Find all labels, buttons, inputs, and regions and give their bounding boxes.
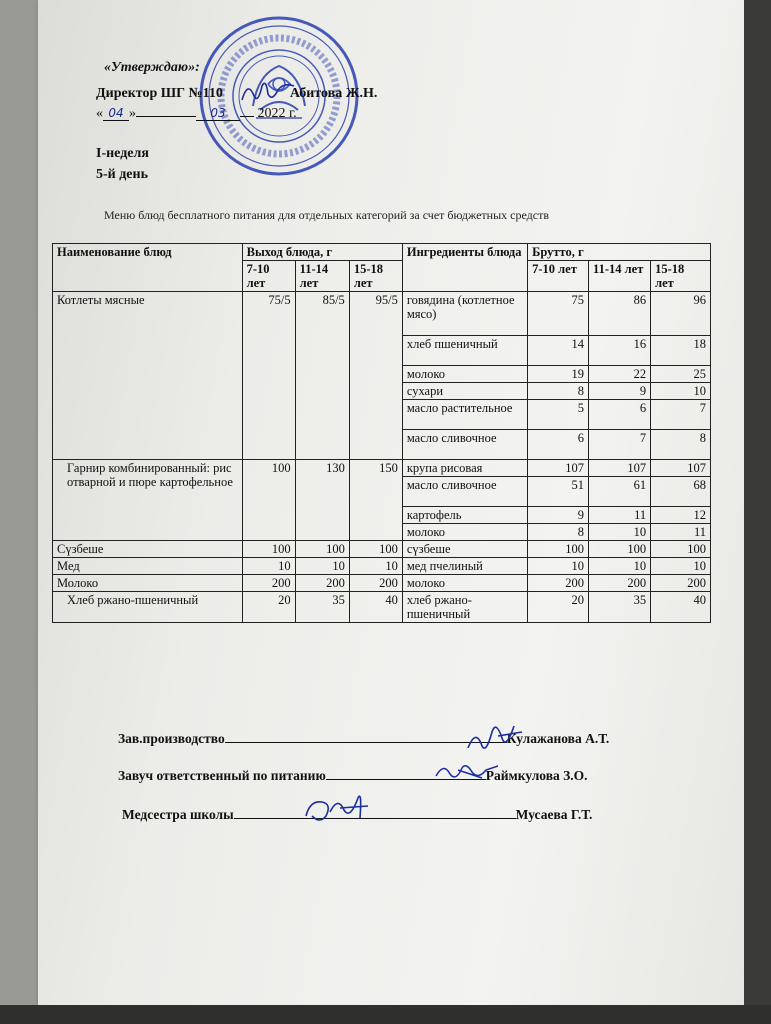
ingredient-cell: молоко [402,524,527,541]
yield-cell: 20 [242,592,295,623]
yield-cell: 75/5 [242,292,295,460]
dish-name-cell: Сүзбеше [53,541,243,558]
yield-cell: 85/5 [295,292,349,460]
school-nurse-name: Мусаева Г.Т. [515,807,593,822]
gross-weight-cell: 10 [528,558,589,575]
gross-weight-cell: 5 [528,400,589,430]
gross-weight-cell: 107 [528,460,589,477]
nutrition-manager-signature [432,758,502,784]
dish-name-cell: Мед [53,558,243,575]
background-bottom [0,1005,771,1024]
background-edge [744,0,771,1024]
gross-weight-cell: 14 [528,336,589,366]
day-label: 5-й день [96,167,148,182]
ingredient-cell: масло сливочное [402,477,527,507]
gross-weight-cell: 107 [589,460,651,477]
production-head-signature [462,718,526,758]
approval-heading: «Утверждаю»: [104,60,200,75]
gross-weight-cell: 9 [528,507,589,524]
gross-weight-cell: 100 [589,541,651,558]
dish-name-cell: Гарнир комбинированный: рис отварной и пюре картофельное [53,460,243,541]
gross-weight-cell: 8 [651,430,711,460]
yield-cell: 10 [349,558,402,575]
table-row [53,558,711,575]
gross-weight-cell: 200 [528,575,589,592]
director-signature [238,76,298,106]
yield-cell: 95/5 [349,292,402,460]
gross-weight-cell: 86 [589,292,651,336]
signoff-nutrition-manager: Завуч ответственный по питанию Раймкулова З.О. [118,768,588,783]
ingredient-cell: говядина (котлетное мясо) [402,292,527,336]
gross-weight-cell: 7 [651,400,711,430]
yield-cell: 200 [349,575,402,592]
gross-weight-cell: 51 [528,477,589,507]
gross-weight-cell: 10 [651,383,711,400]
approval-date: « 04 » 03 2022 г. [96,106,297,121]
gross-weight-cell: 10 [589,558,651,575]
col-header-age: 15-18 лет [349,261,402,292]
gross-weight-cell: 61 [589,477,651,507]
table-row [53,541,711,558]
yield-cell: 40 [349,592,402,623]
nutrition-manager-name: Раймкулова З.О. [485,768,588,783]
col-header-dish: Наименование блюд [53,244,243,292]
menu-table [52,243,711,623]
ingredient-cell: мед пчелиный [402,558,527,575]
ingredient-cell: молоко [402,575,527,592]
yield-cell: 10 [242,558,295,575]
week-label: I-неделя [96,146,149,161]
ingredient-cell: сүзбеше [402,541,527,558]
dish-name-cell: Котлеты мясные [53,292,243,460]
ingredient-cell: масло сливочное [402,430,527,460]
gross-weight-cell: 20 [528,592,589,623]
col-header-yield: Выход блюда, г [242,244,402,261]
yield-cell: 10 [295,558,349,575]
menu-table-body [53,292,711,623]
ingredient-cell: хлеб пшеничный [402,336,527,366]
ingredient-cell: молоко [402,366,527,383]
table-row [53,292,711,336]
gross-weight-cell: 200 [589,575,651,592]
gross-weight-cell: 96 [651,292,711,336]
director-title: Директор ШГ №110 [96,86,223,101]
ingredient-cell: масло растительное [402,400,527,430]
yield-cell: 200 [295,575,349,592]
gross-weight-cell: 200 [651,575,711,592]
yield-cell: 130 [295,460,349,541]
col-header-age: 15-18 лет [651,261,711,292]
gross-weight-cell: 100 [528,541,589,558]
ingredient-cell: хлеб ржано-пшеничный [402,592,527,623]
col-header-gross: Брутто, г [528,244,711,261]
gross-weight-cell: 11 [589,507,651,524]
gross-weight-cell: 40 [651,592,711,623]
yield-cell: 100 [242,541,295,558]
gross-weight-cell: 10 [589,524,651,541]
dish-name-cell: Молоко [53,575,243,592]
ingredient-cell: сухари [402,383,527,400]
director-name: Абитова Ж.Н. [289,86,378,101]
gross-weight-cell: 35 [589,592,651,623]
gross-weight-cell: 10 [651,558,711,575]
gross-weight-cell: 18 [651,336,711,366]
yield-cell: 35 [295,592,349,623]
date-month: 03 [196,106,240,121]
gross-weight-cell: 7 [589,430,651,460]
gross-weight-cell: 9 [589,383,651,400]
signoff-school-nurse: Медсестра школы Мусаева Г.Т. [122,807,593,822]
col-header-age: 7-10 лет [242,261,295,292]
gross-weight-cell: 75 [528,292,589,336]
col-header-ingredients: Ингредиенты блюда [402,244,527,292]
yield-cell: 100 [242,460,295,541]
school-nurse-signature [300,788,370,828]
yield-cell: 150 [349,460,402,541]
table-row [53,460,711,477]
gross-weight-cell: 12 [651,507,711,524]
production-head-name: Кулажанова А.Т. [506,731,610,746]
col-header-age: 11-14 лет [295,261,349,292]
gross-weight-cell: 11 [651,524,711,541]
signoff-production-head: Зав.производство Кулажанова А.Т. [118,731,610,746]
menu-title: Меню блюд бесплатного питания для отдельных категорий за счет бюджетных средств [104,208,549,222]
date-year: 2022 г. [257,106,297,121]
gross-weight-cell: 8 [528,383,589,400]
table-row [53,575,711,592]
table-row [53,592,711,623]
date-day: 04 [103,106,129,121]
gross-weight-cell: 68 [651,477,711,507]
yield-cell: 200 [242,575,295,592]
gross-weight-cell: 6 [528,430,589,460]
col-header-age: 7-10 лет [528,261,589,292]
yield-cell: 100 [295,541,349,558]
gross-weight-cell: 107 [651,460,711,477]
director-line [96,86,377,102]
gross-weight-cell: 19 [528,366,589,383]
gross-weight-cell: 6 [589,400,651,430]
gross-weight-cell: 22 [589,366,651,383]
gross-weight-cell: 8 [528,524,589,541]
ingredient-cell: крупа рисовая [402,460,527,477]
ingredient-cell: картофель [402,507,527,524]
gross-weight-cell: 100 [651,541,711,558]
gross-weight-cell: 25 [651,366,711,383]
gross-weight-cell: 16 [589,336,651,366]
col-header-age: 11-14 лет [589,261,651,292]
yield-cell: 100 [349,541,402,558]
dish-name-cell: Хлеб ржано-пшеничный [53,592,243,623]
